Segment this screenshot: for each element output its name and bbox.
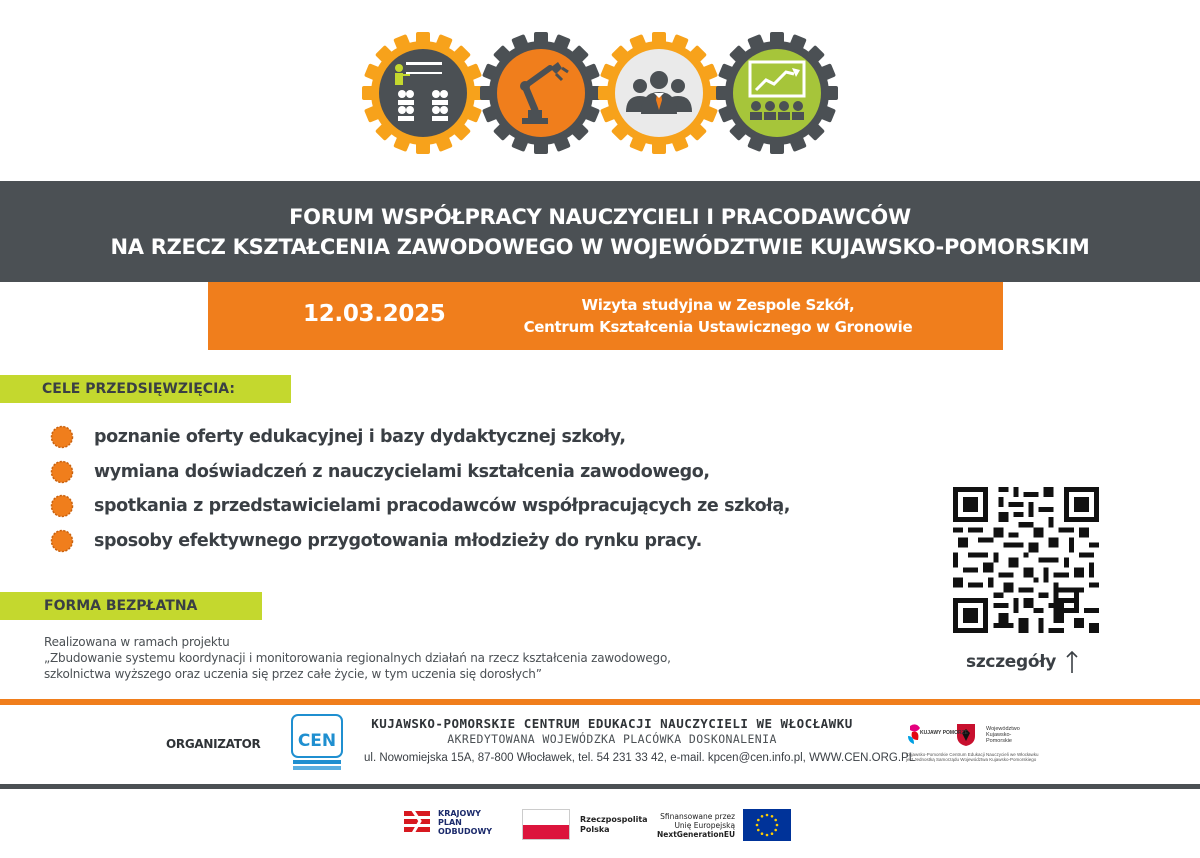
- footer-divider-orange: [0, 699, 1200, 705]
- goal-text: sposoby efektywnego przygotowania młodzieży do rynku pracy.: [94, 530, 702, 551]
- organizer-name: KUJAWSKO-POMORSKIE CENTRUM EDUKACJI NAUCZYCIELI WE WŁOCŁAWKU: [371, 716, 853, 731]
- funding-logos: [402, 807, 802, 847]
- kpo-line-2: PLAN: [438, 817, 462, 827]
- presentation-growth-icon: [714, 30, 840, 156]
- kujawy-pomorze-logo: [906, 722, 968, 748]
- details-link[interactable]: [966, 650, 1080, 674]
- eu-text: [657, 812, 735, 839]
- pl-text: [580, 815, 648, 835]
- title-banner: [0, 181, 1200, 282]
- region-logos: [906, 722, 1039, 766]
- cen-book-logo-icon: [291, 714, 343, 772]
- gear-robotics: [478, 30, 604, 156]
- kpo-logo: [402, 807, 492, 837]
- qr-code[interactable]: [953, 487, 1099, 633]
- region-caption-1: Kujawsko-Pomorskie Centrum Edukacji Nauczycieli we Włocławku: [906, 752, 1039, 757]
- eu-line-2: Unię Europejską: [674, 820, 736, 830]
- gear-teaching: [360, 30, 486, 156]
- region-name: Województwo Kujawsko-Pomorskie: [986, 726, 1020, 744]
- project-line-3: szkolnictwa wyższego oraz uczenia się przez całe życie, w tym uczenia się dorosłych”: [44, 667, 542, 681]
- business-people-icon: [596, 30, 722, 156]
- pl-line-2: Polska: [580, 824, 610, 834]
- arrow-up-icon: [1064, 650, 1080, 674]
- organizer-address[interactable]: ul. Nowomiejska 15A, 87-800 Włocławek, tel. 54 231 33 42, e-mail. kpcen@cen.info.pl, WWW.CEN.ORG.PL: [364, 752, 916, 764]
- eu-line-3: NextGenerationEU: [657, 829, 736, 839]
- eu-flag-icon: [743, 809, 791, 841]
- kpo-text: [438, 809, 492, 836]
- cen-logo-text: CEN: [297, 731, 337, 751]
- eu-line-1: Sfinansowane przez: [660, 811, 736, 821]
- kujawy-pomorze-text: KUJAWY POMORZE: [920, 730, 968, 736]
- gear-bullet-icon: [50, 460, 74, 484]
- polish-flag-logo: [522, 809, 648, 840]
- kpo-icon: [402, 807, 432, 837]
- kpo-line-1: KRAJOWY: [438, 808, 481, 818]
- gear-business: [596, 30, 722, 156]
- project-line-2: „Zbudowanie systemu koordynacji i monitorowania regionalnych działań na rzecz kształcenia zawodowego,: [44, 651, 671, 665]
- project-line-1: Realizowana w ramach projektu: [44, 635, 230, 649]
- list-item: [50, 455, 870, 490]
- event-description: [498, 294, 938, 338]
- kujawy-pomorze-icon: [906, 722, 968, 748]
- organizer-subtitle: AKREDYTOWANA WOJEWÓDZKA PLACÓWKA DOSKONALENIA: [447, 732, 777, 746]
- cen-logo: [291, 714, 343, 772]
- free-form-bar: [0, 592, 262, 620]
- robot-arm-icon: [478, 30, 604, 156]
- goals-heading: CELE PRZEDSIĘWZIĘCIA:: [42, 381, 235, 397]
- goal-text: wymiana doświadczeń z nauczycielami kształcenia zawodowego,: [94, 461, 710, 482]
- title-line-2: NA RZECZ KSZTAŁCENIA ZAWODOWEGO W WOJEWÓDZTWIE KUJAWSKO-POMORSKIM: [110, 234, 1090, 259]
- polish-flag-icon: [522, 809, 570, 840]
- event-date: 12.03.2025: [303, 301, 446, 327]
- visit-line-2: Centrum Kształcenia Ustawicznego w Gronowie: [523, 318, 913, 336]
- gear-bullet-icon: [50, 529, 74, 553]
- event-banner: [208, 282, 1003, 350]
- goals-list: [50, 420, 870, 558]
- list-item: [50, 420, 870, 455]
- organizer-info: [362, 716, 916, 764]
- region-caption-2: jest Jednostką Samorządu Województwa Kujawsko-Pomorskiego: [906, 757, 1037, 762]
- list-item: [50, 489, 870, 524]
- gear-bullet-icon: [50, 494, 74, 518]
- goal-text: spotkania z przedstawicielami pracodawców współpracujących ze szkołą,: [94, 496, 791, 517]
- teacher-students-icon: [360, 30, 486, 156]
- gears-banner: [360, 30, 840, 160]
- project-note: [44, 634, 764, 682]
- eu-logo: [657, 809, 791, 841]
- goal-text: poznanie oferty edukacyjnej i bazy dydaktycznej szkoły,: [94, 427, 626, 448]
- footer-divider-gray: [0, 784, 1200, 789]
- free-form-label: FORMA BEZPŁATNA: [44, 598, 198, 614]
- goals-heading-bar: [0, 375, 291, 403]
- gear-bullet-icon: [50, 425, 74, 449]
- qr-code-icon: [953, 487, 1099, 633]
- pl-line-1: Rzeczpospolita: [580, 814, 648, 824]
- kpo-line-3: ODBUDOWY: [438, 826, 493, 836]
- list-item: [50, 524, 870, 559]
- visit-line-1: Wizyta studyjna w Zespole Szkół,: [581, 296, 855, 314]
- title-line-1: FORUM WSPÓŁPRACY NAUCZYCIELI I PRACODAWCÓW: [289, 204, 911, 229]
- details-label: szczegóły: [966, 652, 1057, 672]
- organizer-label: ORGANIZATOR: [166, 737, 261, 751]
- gear-presentation: [714, 30, 840, 156]
